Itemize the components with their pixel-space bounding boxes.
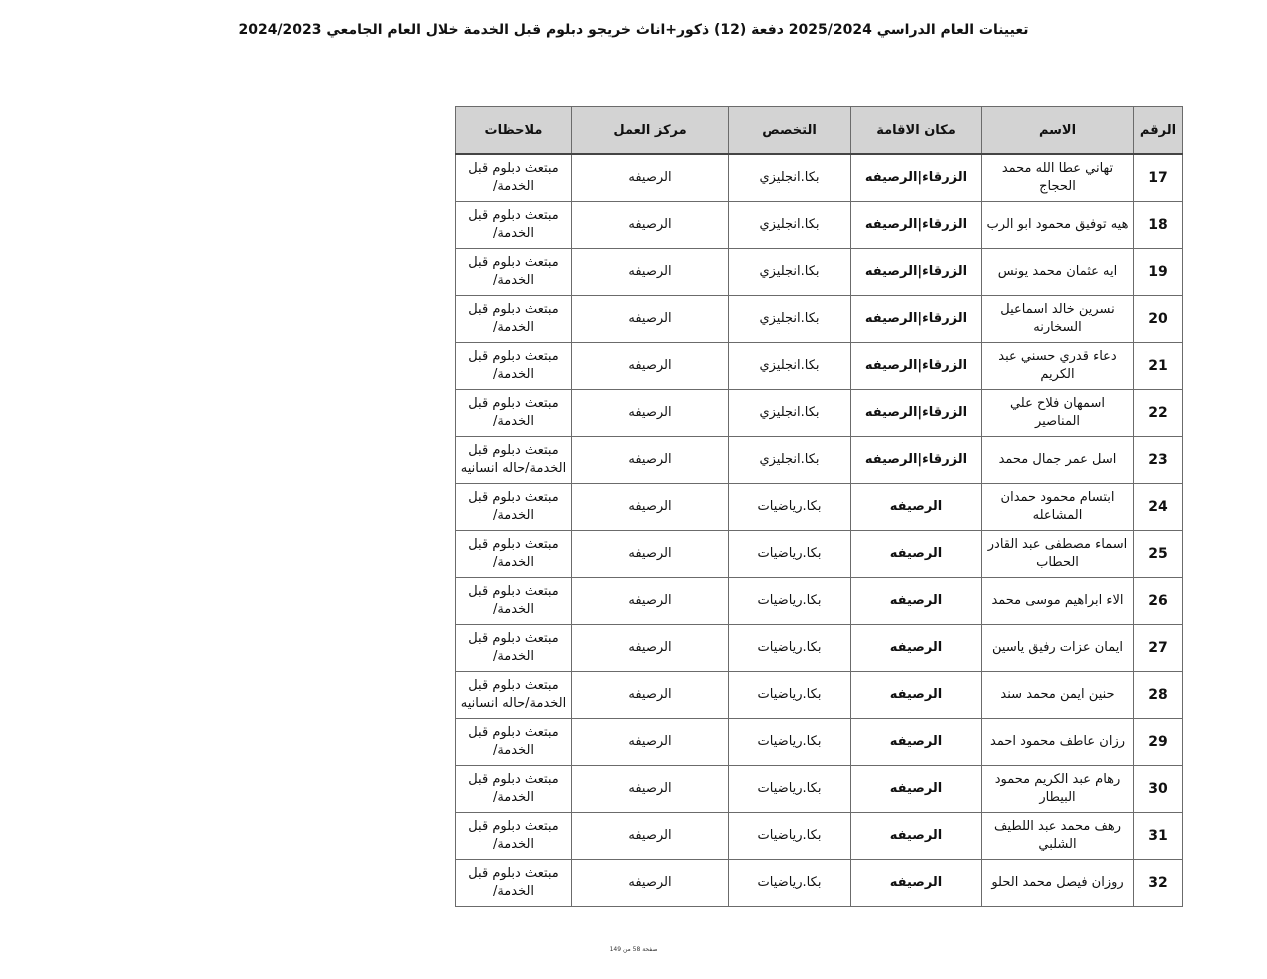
cell-num: 19 [1134,249,1183,296]
cell-work-center: الرصيفه [572,766,729,813]
cell-work-center: الرصيفه [572,672,729,719]
cell-work-center: الرصيفه [572,249,729,296]
cell-notes: مبتعث دبلوم قبل الخدمة/ [456,578,572,625]
table-row [456,296,1183,343]
cell-notes: مبتعث دبلوم قبل الخدمة/ [456,296,572,343]
cell-name: ايه عثمان محمد يونس [982,249,1134,296]
cell-residence: الزرقاء|الرصيفه [851,154,982,202]
cell-num: 23 [1134,437,1183,484]
cell-residence: الزرقاء|الرصيفه [851,202,982,249]
header-notes: ملاحظات [456,107,572,155]
table-row [456,202,1183,249]
cell-specialty: بكا.رياضيات [729,531,851,578]
cell-specialty: بكا.رياضيات [729,766,851,813]
cell-residence: الزرقاء|الرصيفه [851,249,982,296]
cell-num: 28 [1134,672,1183,719]
cell-work-center: الرصيفه [572,625,729,672]
table-row [456,766,1183,813]
cell-name: رزان عاطف محمود احمد [982,719,1134,766]
cell-notes: مبتعث دبلوم قبل الخدمة/حاله انسانيه [456,672,572,719]
appointments-table [455,106,1183,907]
cell-name: روزان فيصل محمد الحلو [982,860,1134,907]
cell-specialty: بكا.انجليزي [729,249,851,296]
cell-work-center: الرصيفه [572,578,729,625]
cell-name: الاء ابراهيم موسى محمد [982,578,1134,625]
cell-name: حنين ايمن محمد سند [982,672,1134,719]
cell-residence: الرصيفه [851,625,982,672]
cell-name: اسماء مصطفى عبد القادر الحطاب [982,531,1134,578]
table-row [456,154,1183,202]
cell-residence: الرصيفه [851,719,982,766]
cell-name: اسل عمر جمال محمد [982,437,1134,484]
cell-notes: مبتعث دبلوم قبل الخدمة/ [456,484,572,531]
cell-notes: مبتعث دبلوم قبل الخدمة/ [456,766,572,813]
cell-specialty: بكا.رياضيات [729,625,851,672]
cell-work-center: الرصيفه [572,860,729,907]
cell-specialty: بكا.رياضيات [729,719,851,766]
table-row [456,625,1183,672]
table-row [456,672,1183,719]
cell-num: 29 [1134,719,1183,766]
cell-notes: مبتعث دبلوم قبل الخدمة/ [456,249,572,296]
table-row [456,437,1183,484]
table-row [456,249,1183,296]
cell-name: رهام عبد الكريم محمود البيطار [982,766,1134,813]
cell-notes: مبتعث دبلوم قبل الخدمة/ [456,343,572,390]
table-row [456,390,1183,437]
cell-specialty: بكا.رياضيات [729,860,851,907]
cell-specialty: بكا.انجليزي [729,343,851,390]
cell-num: 22 [1134,390,1183,437]
table-row [456,719,1183,766]
table-row [456,484,1183,531]
table-row [456,343,1183,390]
appointments-table-container [455,106,1182,907]
cell-residence: الرصيفه [851,813,982,860]
cell-notes: مبتعث دبلوم قبل الخدمة/ [456,860,572,907]
cell-work-center: الرصيفه [572,390,729,437]
cell-work-center: الرصيفه [572,484,729,531]
cell-num: 24 [1134,484,1183,531]
cell-num: 31 [1134,813,1183,860]
cell-residence: الزرقاء|الرصيفه [851,390,982,437]
cell-notes: مبتعث دبلوم قبل الخدمة/ [456,202,572,249]
cell-work-center: الرصيفه [572,813,729,860]
cell-work-center: الرصيفه [572,154,729,202]
header-num: الرقم [1134,107,1183,155]
cell-num: 32 [1134,860,1183,907]
table-row [456,531,1183,578]
cell-specialty: بكا.رياضيات [729,484,851,531]
cell-num: 27 [1134,625,1183,672]
cell-specialty: بكا.انجليزي [729,296,851,343]
cell-residence: الرصيفه [851,531,982,578]
cell-residence: الرصيفه [851,766,982,813]
page-title: تعيينات العام الدراسي 2025/2024 دفعة (12) ذكور+اناث خريجو دبلوم قبل الخدمة خلال العام الجامعي 2024/2023 [238,22,1029,38]
cell-residence: الرصيفه [851,578,982,625]
cell-name: رهف محمد عبد اللطيف الشلبي [982,813,1134,860]
cell-name: نسرين خالد اسماعيل السخارنه [982,296,1134,343]
cell-name: ايمان عزات رفيق ياسين [982,625,1134,672]
cell-name: تهاني عطا الله محمد الحجاج [982,154,1134,202]
table-row [456,860,1183,907]
cell-name: ابتسام محمود حمدان المشاعله [982,484,1134,531]
cell-specialty: بكا.انجليزي [729,437,851,484]
table-body [456,154,1183,907]
table-row [456,813,1183,860]
cell-specialty: بكا.انجليزي [729,390,851,437]
cell-notes: مبتعث دبلوم قبل الخدمة/ [456,719,572,766]
header-specialty: التخصص [729,107,851,155]
page-number: صفحة 58 من 149 [609,946,658,953]
cell-notes: مبتعث دبلوم قبل الخدمة/ [456,390,572,437]
table-header-row [456,107,1183,155]
cell-work-center: الرصيفه [572,202,729,249]
header-work-center: مركز العمل [572,107,729,155]
cell-residence: الزرقاء|الرصيفه [851,437,982,484]
cell-specialty: بكا.انجليزي [729,202,851,249]
cell-work-center: الرصيفه [572,343,729,390]
cell-num: 26 [1134,578,1183,625]
cell-work-center: الرصيفه [572,296,729,343]
cell-name: اسمهان فلاح علي المناصير [982,390,1134,437]
cell-work-center: الرصيفه [572,437,729,484]
cell-num: 18 [1134,202,1183,249]
cell-residence: الزرقاء|الرصيفه [851,296,982,343]
header-residence: مكان الاقامة [851,107,982,155]
cell-num: 25 [1134,531,1183,578]
cell-residence: الرصيفه [851,672,982,719]
cell-notes: مبتعث دبلوم قبل الخدمة/ [456,813,572,860]
cell-notes: مبتعث دبلوم قبل الخدمة/حاله انسانيه [456,437,572,484]
cell-specialty: بكا.رياضيات [729,672,851,719]
cell-work-center: الرصيفه [572,531,729,578]
cell-notes: مبتعث دبلوم قبل الخدمة/ [456,154,572,202]
cell-num: 21 [1134,343,1183,390]
cell-name: دعاء قدري حسني عبد الكريم [982,343,1134,390]
table-row [456,578,1183,625]
cell-num: 17 [1134,154,1183,202]
cell-name: هيه توفيق محمود ابو الرب [982,202,1134,249]
cell-residence: الرصيفه [851,860,982,907]
cell-num: 30 [1134,766,1183,813]
cell-notes: مبتعث دبلوم قبل الخدمة/ [456,625,572,672]
cell-specialty: بكا.رياضيات [729,578,851,625]
cell-notes: مبتعث دبلوم قبل الخدمة/ [456,531,572,578]
cell-work-center: الرصيفه [572,719,729,766]
cell-specialty: بكا.انجليزي [729,154,851,202]
cell-residence: الرصيفه [851,484,982,531]
cell-residence: الزرقاء|الرصيفه [851,343,982,390]
cell-specialty: بكا.رياضيات [729,813,851,860]
header-name: الاسم [982,107,1134,155]
cell-num: 20 [1134,296,1183,343]
